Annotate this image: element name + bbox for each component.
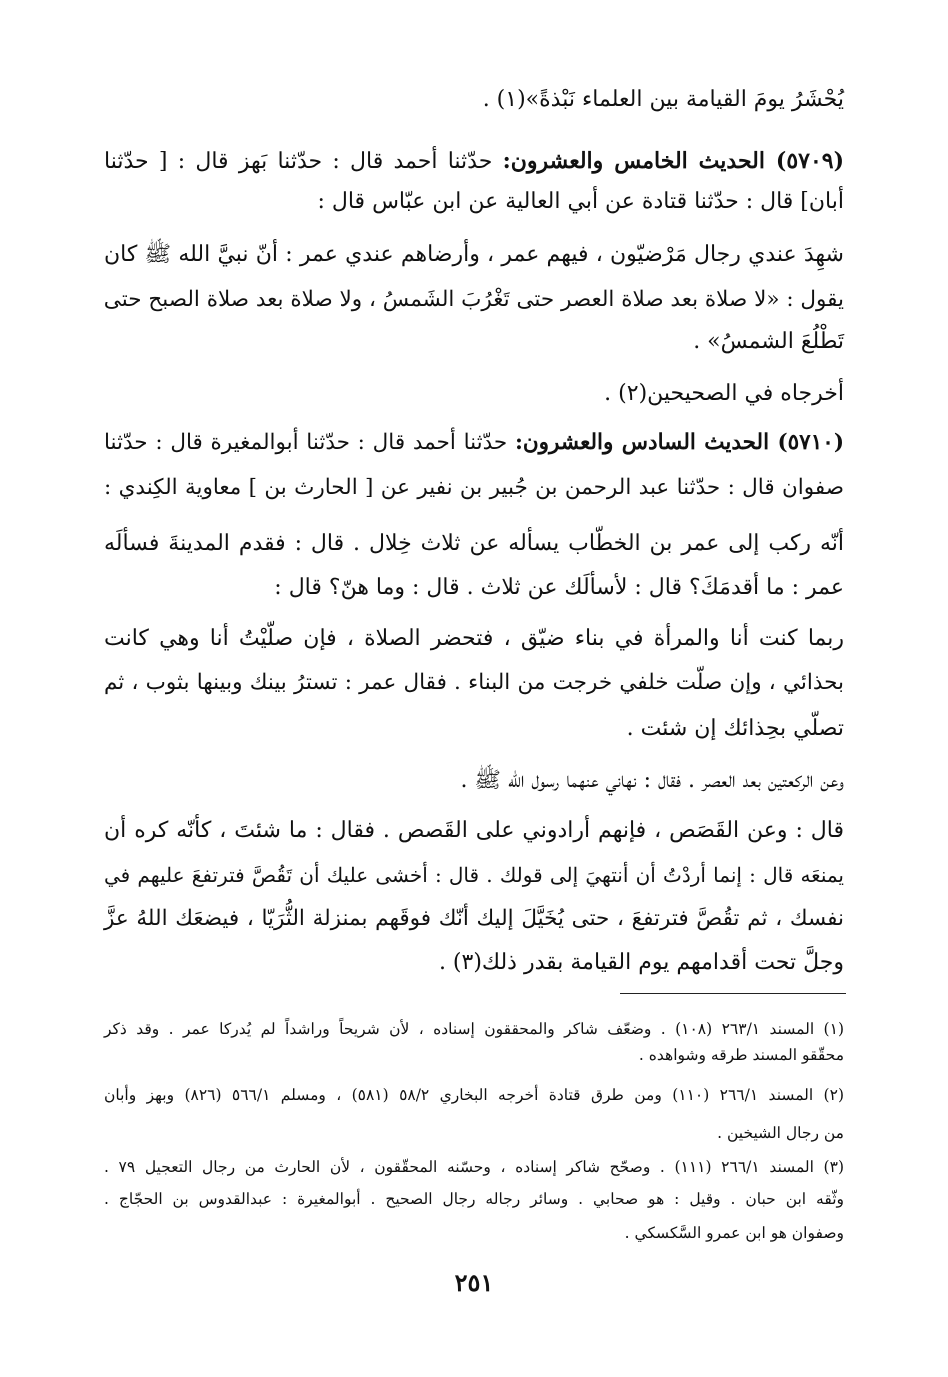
body-line: يقول : «لا صلاة بعد صلاة العصر حتى تَغْرُبَ الشَمسُ ، ولا صلاة بعد صلاة الصبح حتى xyxy=(103,287,844,312)
body-line: قال : وعن القَصَص ، فإنهم أرادوني على القَصص . فقال : ما شئتَ ، كأنّه كره أن xyxy=(104,818,844,843)
footnote-line: (١) المسند ٢٦٣/١ (١٠٨) . وضعّف شاكر والمحققون إسناده ، لأن شريحاً وراشداً لم يُدركا عمر . وقد ذكر xyxy=(104,1020,844,1038)
body-line: وجلَّ تحت أقدامهم يوم القيامة بقدر ذلك(٣) . xyxy=(438,950,844,975)
hadith-heading: (٥٧١٠) الحديث السادس والعشرون: xyxy=(514,430,845,455)
hadith-text: حدّثنا أحمد قال : حدّثنا أبوالمغيرة قال : حدّثنا xyxy=(104,430,508,455)
footnote-line: محقّقو المسند طرقه وشواهده . xyxy=(638,1046,844,1064)
body-line: يُحْشَرُ يومَ القيامة بين العلماء نَبْذةً»(١) . xyxy=(482,87,844,112)
body-line: أنّه ركب إلى عمر بن الخطّاب يسأله عن ثلاث خِلال . قال : فقدم المدينةَ فسألَه xyxy=(104,531,844,556)
body-line: تَطْلُعَ الشمسُ» . xyxy=(693,329,844,354)
body-line: تصلّي بحِذائك إن شئت . xyxy=(626,716,844,741)
hadith-text: حدّثنا أحمد قال : حدّثنا بَهز قال : [ حدّثنا xyxy=(104,149,493,174)
body-line: يمنعَه قال : إنما أردْتُ أن أنتهيَ إلى قولك . قال : أخشى عليك أن تَقُصَّ فترتفعَ عليهم في xyxy=(104,863,844,887)
footnote-line: وصفوان هو ابن عمرو السَّكسكي . xyxy=(624,1224,844,1242)
footnote-separator xyxy=(620,993,846,994)
body-line: شهِدَ عندي رجال مَرْضيّون ، فيهم عمر ، وأرضاهم عندي عمر : أنّ نبيَّ الله ﷺ كان xyxy=(104,242,844,267)
body-line: وعن الركعتين بعد العصر . فقال : نهاني عنهما رسول الله ﷺ . xyxy=(460,768,844,793)
body-line: ربما كنت أنا والمرأة في بناء ضيّق ، فتحضر الصلاة ، فإن صلّيْتُ أنا وهي كانت xyxy=(104,626,844,651)
footnote-line: (٣) المسند ٢٦٦/١ (١١١) . وصحّح شاكر إسناده ، وحسّنه المحقّقون ، لأن الحارث من رجال التعجيل ٧٩ . xyxy=(104,1158,844,1176)
body-line: أبان] قال : حدّثنا قتادة عن أبي العالية عن ابن عبّاس قال : xyxy=(317,189,844,214)
body-line: أخرجاه في الصحيحين(٢) . xyxy=(604,381,844,406)
hadith-heading: (٥٧٠٩) الحديث الخامس والعشرون: xyxy=(502,148,844,174)
hadith-5710-line xyxy=(104,427,844,459)
body-line: بحذائي ، وإن صلّت خلفي خرجت من البناء . فقال عمر : تسترُ بينك وبينها بثوب ، ثم xyxy=(104,670,844,695)
body-line: عمر : ما أقدمَكَ؟ قال : لأسألَك عن ثلاث . قال : وما هنّ؟ قال : xyxy=(274,575,844,600)
footnote-line: (٢) المسند ٢٦٦/١ (١١٠) ومن طرق قتادة أخرجه البخاري ٥٨/٢ (٥٨١) ، ومسلم ٥٦٦/١ (٨٢٦) وبهز وأبان xyxy=(104,1086,844,1104)
body-line: صفوان قال : حدّثنا عبد الرحمن بن جُبير بن نفير عن [ الحارث بن ] معاوية الكِندي : xyxy=(104,475,844,500)
footnote-line: وثّقه ابن حبان . وقيل : هو صحابي . وسائر رجاله رجال الصحيح . أبوالمغيرة : عبدالقدوس بن الحجّاج . xyxy=(104,1190,844,1208)
page-number: ٢٥١ xyxy=(454,1268,494,1297)
body-line: نفسك ، ثم تقُصَّ فترتفعَ ، حتى يُخَيَّلَ إليك أنّك فوقَهم بمنزلة الثُّرَيّا ، فيضعَك اللهُ عزَّ xyxy=(104,906,844,931)
hadith-5709-line xyxy=(104,145,844,178)
footnote-line: من رجال الشيخين . xyxy=(717,1124,844,1142)
